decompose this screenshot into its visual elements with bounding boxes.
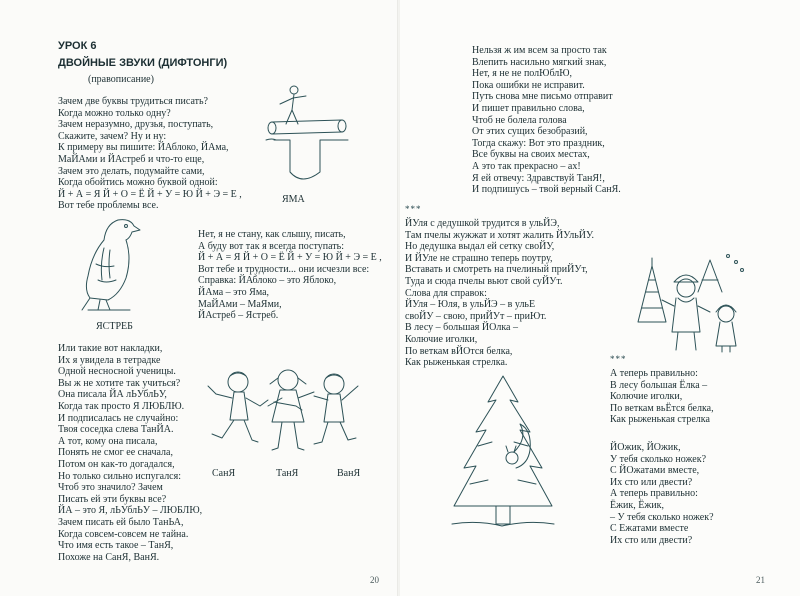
separator-2: *** — [610, 354, 627, 364]
text-line: А теперь правильно: — [610, 368, 698, 379]
text-line: Понять не смог ее сначала, — [58, 447, 173, 459]
text-line: Туда и сюда пчелы вьют свой суЙУт. — [405, 275, 563, 287]
text-line: МаЙАми – МаЯми, — [198, 298, 282, 310]
poem-block-2 — [198, 229, 382, 322]
text-line: – У тебя сколько ножек? — [610, 511, 714, 523]
text-line: С Ежатами вместе — [610, 523, 689, 535]
text-line: Зачем это делать, подумайте сами, — [58, 165, 205, 177]
text-line: И подписалась не случайно: — [58, 412, 179, 424]
text-line: Нет, я не не полЮблЮ, — [472, 68, 573, 80]
text-line: Их я увидела в тетрадке — [58, 354, 161, 366]
caption-vanya: ВанЯ — [337, 468, 361, 479]
text-line: И ЙУле не страшно теперь поутру, — [405, 252, 553, 264]
text-line: своЙУ – свою, приЙУт – приЮт. — [405, 310, 547, 322]
text-line: Твоя соседка слева ТанЙА. — [58, 424, 174, 436]
caption-tanya: ТанЯ — [276, 468, 299, 479]
text-line: Одной несносной ученицы. — [58, 366, 176, 378]
text-line: Их сто или двести? — [610, 534, 693, 546]
topic-subtitle: (правописание) — [88, 74, 154, 85]
text-line: Вставать и смотреть на пчелиный приЙУт, — [405, 264, 588, 276]
text-line: Слова для справок: — [405, 287, 487, 299]
text-line: Как рыженькая стрелка. — [405, 357, 508, 369]
text-line: От этих сущих безобразий, — [472, 126, 588, 138]
text-line: ЙА – это Я, лЬУблЬУ – ЛЮБЛЮ, — [58, 505, 203, 517]
text-line: Или такие вот накладки, — [58, 343, 163, 354]
hawk-illustration — [70, 214, 150, 314]
text-line: Зачем неразумно, друзья, поступать, — [58, 119, 214, 131]
text-line: Вот тебе проблемы все. — [58, 200, 159, 212]
text-line: Пока ошибки не исправит. — [472, 79, 585, 91]
separator-1: *** — [405, 204, 422, 214]
text-line: Я ей отвечу: Здравствуй ТанЯ!, — [472, 172, 605, 184]
text-line: А тот, кому она писала, — [58, 435, 158, 447]
text-line: ЙУля – Юля, в ульЙЭ – в ульЕ — [405, 299, 536, 311]
poem-block-1 — [58, 96, 242, 212]
caption-sanya: СанЯ — [212, 468, 236, 479]
page-number-left: 20 — [370, 575, 379, 585]
text-line: С ЙОжатами вместе, — [610, 465, 700, 477]
text-line: И пишет правильно слова, — [472, 102, 585, 114]
pit-illustration — [262, 84, 362, 188]
poem-block-7 — [610, 442, 714, 546]
text-line: ЙАма – это Яма, — [198, 286, 270, 298]
text-line: В лесу большая Ёлка – — [610, 379, 708, 391]
poem-block-5 — [405, 218, 594, 369]
text-line: По веткам вЙОтся белка, — [405, 345, 513, 357]
text-line: Путь снова мне письмо отправит — [472, 91, 613, 103]
text-line: К примеру вы пишите: ЙАблоко, ЙАма, — [58, 142, 229, 154]
text-line: Вы ж не хотите так учиться? — [58, 377, 181, 389]
text-line: ЙОжик, ЙОжик, — [610, 442, 681, 453]
text-line: Й + А = Я Й + О = Ё Й + У = Ю Й + Э = Е , — [198, 252, 382, 264]
text-line: Справка: ЙАблоко – это Яблоко, — [198, 275, 337, 287]
page-number-right: 21 — [756, 575, 765, 585]
topic-title: ДВОЙНЫЕ ЗВУКИ (ДИФТОНГИ) — [58, 57, 228, 69]
beekeeper-illustration — [628, 252, 748, 356]
text-line: Зачем две буквы трудиться писать? — [58, 96, 208, 107]
text-line: В лесу – большая ЙОлка – — [405, 322, 518, 334]
text-line: Влепить насильно мягкий знак, — [472, 56, 607, 68]
text-line: ЙУля с дедушкой трудится в ульЙЭ, — [405, 218, 560, 229]
text-line: Как рыженькая стрелка — [610, 414, 710, 426]
tree-squirrel-illustration — [448, 372, 558, 532]
text-line: Колючие иголки, — [610, 391, 683, 403]
left-page — [0, 0, 398, 596]
text-line: Вот тебе и трудности... они исчезли все: — [198, 263, 370, 275]
text-line: Зачем писать ей было ТанЬА, — [58, 516, 184, 528]
text-line: Колючие иголки, — [405, 333, 478, 345]
text-line: Их сто или двести? — [610, 476, 693, 488]
caption-yama: ЯМА — [282, 194, 305, 205]
lesson-title: УРОК 6 — [58, 40, 97, 52]
text-line: Й + А = Я Й + О = Ё Й + У = Ю Й + Э = Е , — [58, 188, 242, 200]
text-line: А это так прекрасно – ах! — [472, 160, 581, 172]
text-line: Все буквы на своих местах, — [472, 149, 590, 161]
text-line: У тебя сколько ножек? — [610, 453, 707, 465]
poem-block-4 — [472, 45, 621, 196]
text-line: Что имя есть такое – ТанЯ, — [58, 540, 174, 552]
poem-block-3 — [58, 343, 202, 563]
caption-yastreb: ЯСТРЕБ — [96, 321, 133, 332]
text-line: Писать ей эти буквы все? — [58, 493, 167, 505]
text-line: Ёжик, Ёжик, — [610, 499, 664, 511]
text-line: Она писала ЙА лЬУблЬУ, — [58, 389, 167, 401]
text-line: Но только сильно испугался: — [58, 470, 181, 482]
text-line: А теперь правильно: — [610, 488, 698, 500]
text-line: Там пчелы жужжат и хотят жалить ЙУльЙУ. — [405, 229, 594, 241]
text-line: А буду вот так я всегда поступать: — [198, 240, 344, 252]
text-line: Чтоб это значило? Зачем — [58, 482, 163, 494]
text-line: Но дедушка выдал ей сетку своЙУ, — [405, 241, 555, 253]
text-line: Тогда скажу: Вот это праздник, — [472, 137, 605, 149]
text-line: Нет, я не стану, как слышу, писать, — [198, 229, 346, 240]
text-line: МаЙАми и ЙАстреб и что-то еще, — [58, 153, 205, 165]
text-line: Когда обойтись можно буквой одной: — [58, 177, 218, 189]
text-line: ЙАстреб – Ястреб. — [198, 310, 279, 322]
text-line: Когда можно только одну? — [58, 107, 171, 119]
text-line: Потом он как-то догадался, — [58, 458, 175, 470]
text-line: Нельзя ж им всем за просто так — [472, 45, 607, 56]
text-line: И подпишусь – твой верный СанЯ. — [472, 184, 621, 196]
text-line: Когда так просто Я ЛЮБЛЮ. — [58, 400, 185, 412]
text-line: Похоже на СанЯ, ВанЯ. — [58, 551, 160, 563]
text-line: По веткам вьЁтся белка, — [610, 402, 714, 414]
right-page — [400, 0, 800, 596]
poem-block-6 — [610, 368, 714, 426]
text-line: Скажите, зачем? Ну и ну: — [58, 130, 167, 142]
kids-illustration — [198, 368, 368, 458]
text-line: Когда совсем-совсем не тайна. — [58, 528, 189, 540]
text-line: Чтоб не болела голова — [472, 114, 567, 126]
